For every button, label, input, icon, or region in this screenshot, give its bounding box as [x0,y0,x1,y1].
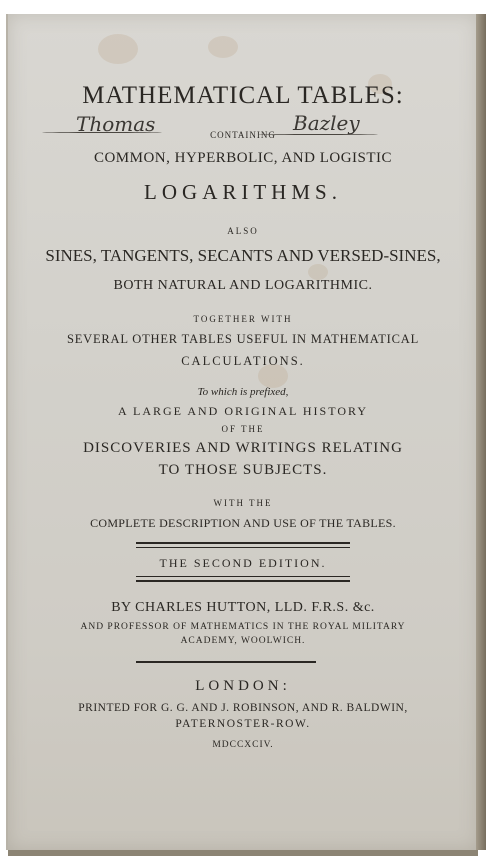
together-with-label: TOGETHER WITH [193,314,293,324]
author-line: BY CHARLES HUTTON, LLD. F.R.S. &c. [111,600,375,615]
book-title: MATHEMATICAL TABLES: [82,82,404,109]
signature-last-name: Bazley [293,111,360,135]
edition-rule-top-thin [136,547,350,548]
edition-rule-bottom [136,580,350,582]
edition-statement: THE SECOND EDITION. [159,556,327,570]
title-line-several: SEVERAL OTHER TABLES USEFUL IN MATHEMATICAL [66,332,420,346]
title-line-calculations: CALCULATIONS. [181,354,305,368]
book-bottom-edge [8,850,478,856]
edition-rule-bottom-thin [136,576,350,577]
signature-first-name: Thomas [76,112,156,136]
academy-line: ACADEMY, WOOLWICH. [180,636,306,646]
title-line-history: A LARGE AND ORIGINAL HISTORY [117,404,368,418]
of-the-label: OF THE [221,424,265,434]
title-line-complete: COMPLETE DESCRIPTION AND USE OF THE TABLES. [90,516,396,530]
with-the-label: WITH THE [213,498,273,508]
imprint-city: LONDON: [195,678,291,694]
imprint-printer: PRINTED FOR G. G. AND J. ROBINSON, AND R. BALDWIN, [78,702,408,714]
title-line-both: BOTH NATURAL AND LOGARITHMIC. [113,278,373,293]
title-line-sines: SINES, TANGENTS, SECANTS AND VERSED-SINES, [45,246,441,265]
professor-line: AND PROFESSOR OF MATHEMATICS IN THE ROYAL MILITARY [80,622,406,632]
foxing-spot [208,36,238,58]
title-line-common: COMMON, HYPERBOLIC, AND LOGISTIC [93,150,393,166]
title-line-discoveries: DISCOVERIES AND WRITINGS RELATING [83,440,403,456]
also-label: ALSO [227,226,259,236]
prefixed-line: To which is prefixed, [197,386,289,398]
title-logarithms: LOGARITHMS. [144,180,342,204]
edition-rule-top [136,542,350,544]
imprint-address: PATERNOSTER-ROW. [175,718,311,730]
title-page [6,14,478,850]
foxing-spot [98,34,138,64]
title-line-subjects: TO THOSE SUBJECTS. [158,462,328,478]
imprint-year: MDCCXCIV. [212,740,274,750]
containing-label: CONTAINING [210,130,276,140]
imprint-rule [136,661,316,663]
